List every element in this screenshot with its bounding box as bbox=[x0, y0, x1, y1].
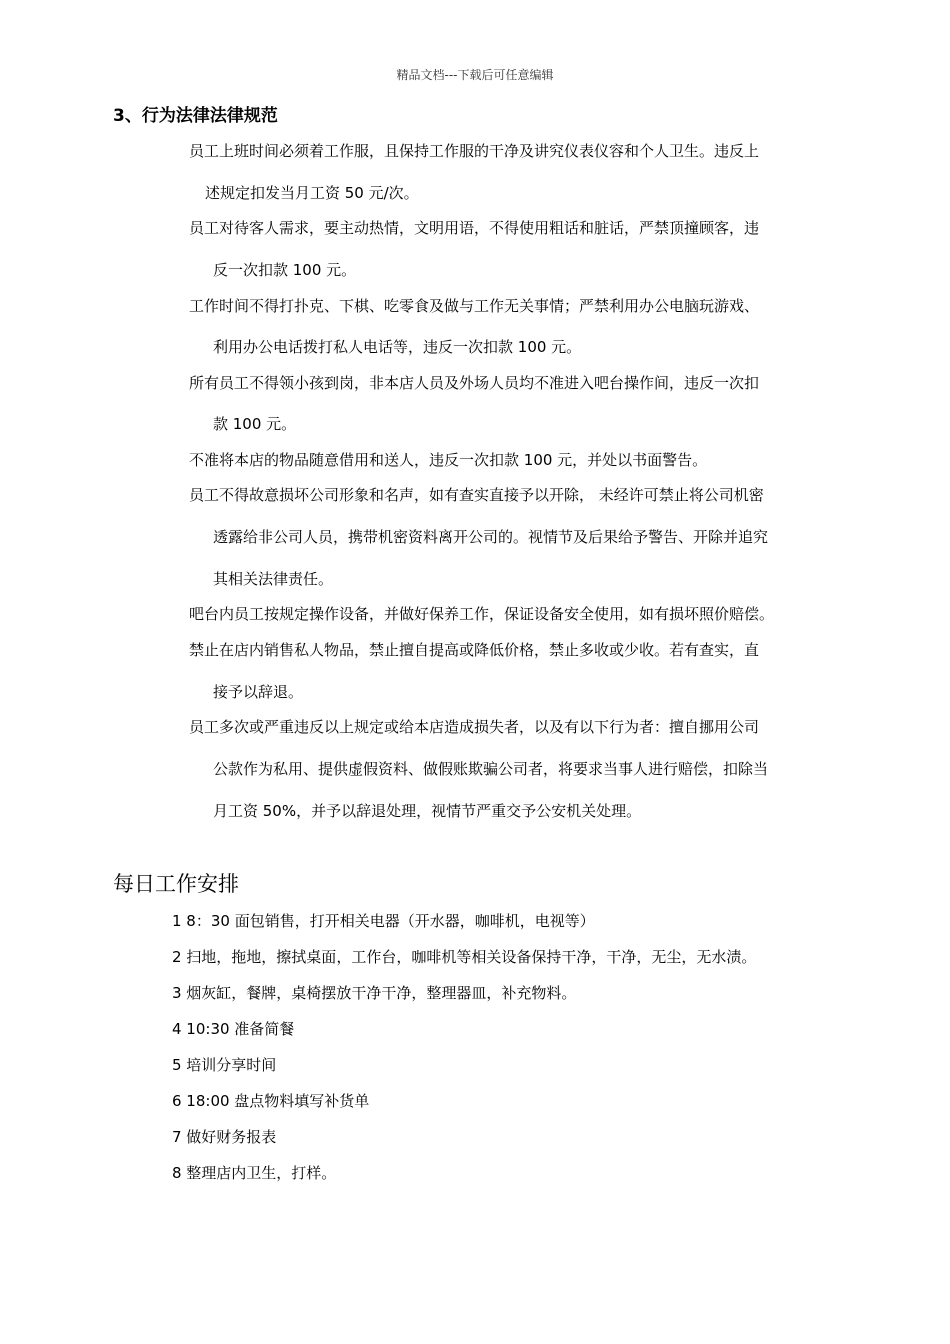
rule-line: 员工对待客人需求，要主动热情，文明用语，不得使用粗话和脏话，严禁顶撞顾客，违 bbox=[189, 219, 760, 237]
task-item: 6 18:00 盘点物料填写补货单 bbox=[172, 1092, 370, 1110]
rule-line: 工作时间不得打扑克、下棋、吃零食及做与工作无关事情；严禁利用办公电脑玩游戏、 bbox=[189, 297, 760, 315]
rule-line: 禁止在店内销售私人物品，禁止擅自提高或降低价格，禁止多收或少收。若有查实，直 bbox=[189, 641, 760, 659]
rule-line: 利用办公电话拨打私人电话等，违反一次扣款 100 元。 bbox=[213, 338, 582, 356]
task-item: 4 10:30 准备简餐 bbox=[172, 1020, 295, 1038]
rule-line: 员工多次或严重违反以上规定或给本店造成损失者，以及有以下行为者：擅自挪用公司 bbox=[189, 718, 760, 736]
rule-line: 员工不得故意损坏公司形象和名声，如有查实直接予以开除， 未经许可禁止将公司机密 bbox=[189, 486, 764, 504]
task-item: 7 做好财务报表 bbox=[172, 1128, 277, 1146]
rule-line: 反一次扣款 100 元。 bbox=[213, 261, 357, 279]
rule-line: 公款作为私用、提供虚假资料、做假账欺骗公司者，将要求当事人进行赔偿，扣除当 bbox=[213, 760, 769, 778]
task-item: 2 扫地，拖地，擦拭桌面，工作台，咖啡机等相关设备保持干净，干净，无尘，无水渍。 bbox=[172, 948, 757, 966]
rule-line: 接予以辞退。 bbox=[213, 683, 304, 701]
task-item: 1 8：30 面包销售，打开相关电器（开水器，咖啡机，电视等） bbox=[172, 912, 595, 930]
rule-line: 吧台内员工按规定操作设备，并做好保养工作，保证设备安全使用，如有损坏照价赔偿。 bbox=[189, 605, 775, 623]
rule-line: 不准将本店的物品随意借用和送人，违反一次扣款 100 元，并处以书面警告。 bbox=[189, 451, 708, 469]
task-item: 5 培训分享时间 bbox=[172, 1056, 277, 1074]
rule-line: 员工上班时间必须着工作服，且保持工作服的干净及讲究仪表仪容和个人卫生。违反上 bbox=[189, 142, 760, 160]
page-header: 精品文档---下载后可任意编辑 bbox=[396, 68, 554, 82]
rule-line: 述规定扣发当月工资 50 元/次。 bbox=[205, 184, 419, 202]
rule-line: 月工资 50%，并予以辞退处理，视情节严重交予公安机关处理。 bbox=[213, 802, 642, 820]
rule-line: 款 100 元。 bbox=[213, 415, 297, 433]
section-title-daily-schedule: 每日工作安排 bbox=[113, 872, 239, 896]
task-item: 3 烟灰缸，餐牌，桌椅摆放干净干净，整理器皿，补充物料。 bbox=[172, 984, 577, 1002]
rule-line: 所有员工不得领小孩到岗，非本店人员及外场人员均不准进入吧台操作间，违反一次扣 bbox=[189, 374, 760, 392]
rule-line: 透露给非公司人员，携带机密资料离开公司的。视情节及后果给予警告、开除并追究 bbox=[213, 528, 769, 546]
rule-line: 其相关法律责任。 bbox=[213, 570, 334, 588]
section-title-conduct-rules: 3、行为法律法律规范 bbox=[113, 106, 278, 126]
task-item: 8 整理店内卫生，打样。 bbox=[172, 1164, 337, 1182]
